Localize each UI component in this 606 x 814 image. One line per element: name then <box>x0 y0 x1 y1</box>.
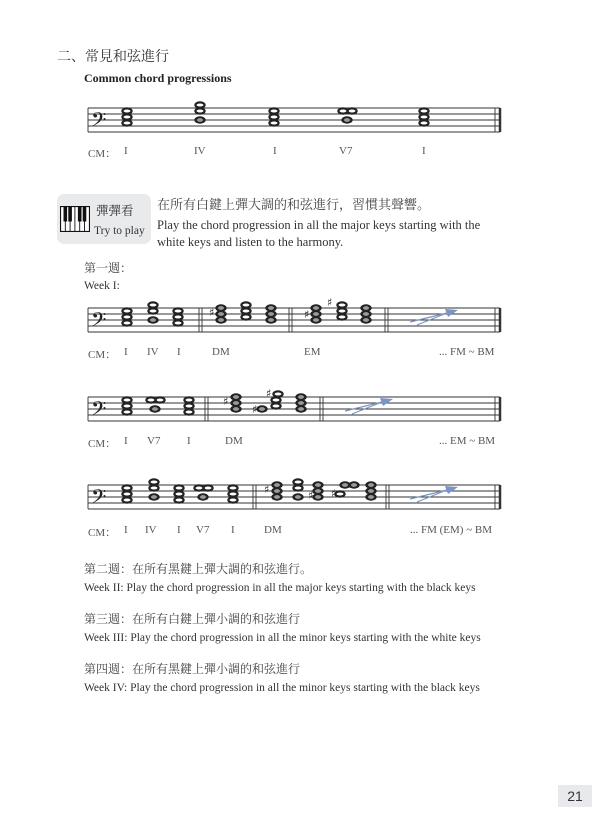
bass-clef-icon: 𝄢 <box>91 485 107 513</box>
staff1-chord-label: IV <box>194 145 206 157</box>
svg-text:♯: ♯ <box>331 487 337 500</box>
staff-b-key-label: CM： <box>88 438 117 450</box>
week2-en: Week II: Play the chord progression in all the major keys starting with the black keys <box>84 582 476 594</box>
svg-text:♯: ♯ <box>327 296 333 309</box>
staff1-chord-label: V7 <box>339 145 353 157</box>
arrow-icon <box>410 309 458 325</box>
svg-text:♯: ♯ <box>264 483 270 496</box>
staff-b-chord-label: V7 <box>147 435 161 447</box>
svg-text:♯: ♯ <box>266 387 272 400</box>
arrow-icon <box>345 398 393 414</box>
staff-b-chord-label: I <box>124 435 128 447</box>
section-title-cn: 二、常見和弦進行 <box>57 49 169 65</box>
staff-c-chord-label: DM <box>264 524 282 536</box>
staff1-chord-label: I <box>273 145 277 157</box>
week1-heading-cn: 第一週： <box>84 261 133 275</box>
week3-cn: 第三週：在所有白鍵上彈小調的和弦進行 <box>84 612 301 626</box>
staff-b-chord-label: I <box>187 435 191 447</box>
staff1-chord-label: I <box>422 145 426 157</box>
piano-keyboard-icon <box>60 206 90 232</box>
staff-week1-a <box>0 296 606 340</box>
staff-common-progression <box>0 100 606 140</box>
staff-a-chord-label: IV <box>147 346 159 358</box>
staff-c-chord-label: V7 <box>196 524 210 536</box>
instruction-en-line1: Play the chord progression in all the major keys starting with the <box>157 218 481 232</box>
staff-c-chord-label: I <box>124 524 128 536</box>
bass-clef-icon: 𝄢 <box>91 397 107 425</box>
staff-c-chord-label: I <box>177 524 181 536</box>
svg-text:♯: ♯ <box>252 403 258 416</box>
staff1-key-label: CM： <box>88 148 117 160</box>
instruction-en-line2: white keys and listen to the harmony. <box>157 235 344 249</box>
week4-en: Week IV: Play the chord progression in all the minor keys starting with the black keys <box>84 682 480 694</box>
svg-text:♯: ♯ <box>304 308 310 321</box>
week3-en: Week III: Play the chord progression in all the minor keys starting with the white keys <box>84 632 481 644</box>
staff-week1-c <box>0 477 606 517</box>
badge-label-en: Try to play <box>94 225 145 237</box>
week1-heading-en: Week I: <box>84 280 120 292</box>
staff-a-chord-label: DM <box>212 346 230 358</box>
staff-a-chord-label: EM <box>304 346 321 358</box>
badge-label-cn: 彈彈看 <box>96 203 134 218</box>
staff-c-chord-label: IV <box>145 524 157 536</box>
staff1-chord-label: I <box>124 145 128 157</box>
staff-a-chord-label: I <box>177 346 181 358</box>
staff-c-chord-label: ... FM (EM) ~ BM <box>410 524 493 536</box>
svg-text:♯: ♯ <box>308 489 314 502</box>
staff-b-chord-label: ... EM ~ BM <box>439 435 496 447</box>
staff-c-key-label: CM： <box>88 527 117 539</box>
section-title-en: Common chord progressions <box>84 71 232 85</box>
svg-text:𝄢: 𝄢 <box>91 108 107 136</box>
bass-clef-icon <box>91 108 106 136</box>
staff-b-chord-label: DM <box>225 435 243 447</box>
week2-cn: 第二週：在所有黑鍵上彈大調的和弦進行。 <box>84 562 313 576</box>
staff-a-chord-label: ... FM ~ BM <box>439 346 495 358</box>
svg-text:♯: ♯ <box>223 395 229 408</box>
bass-clef-icon: 𝄢 <box>91 308 107 336</box>
svg-text:♯: ♯ <box>209 306 215 319</box>
staff-a-chord-label: I <box>124 346 128 358</box>
week4-cn: 第四週：在所有黑鍵上彈小調的和弦進行 <box>84 662 301 676</box>
instruction-cn: 在所有白鍵上彈大調的和弦進行，習慣其聲響。 <box>157 198 431 213</box>
page-number: 21 <box>558 785 592 807</box>
staff-week1-b <box>0 389 606 429</box>
staff-a-key-label: CM： <box>88 349 117 361</box>
staff-c-chord-label: I <box>231 524 235 536</box>
arrow-icon <box>410 486 458 502</box>
